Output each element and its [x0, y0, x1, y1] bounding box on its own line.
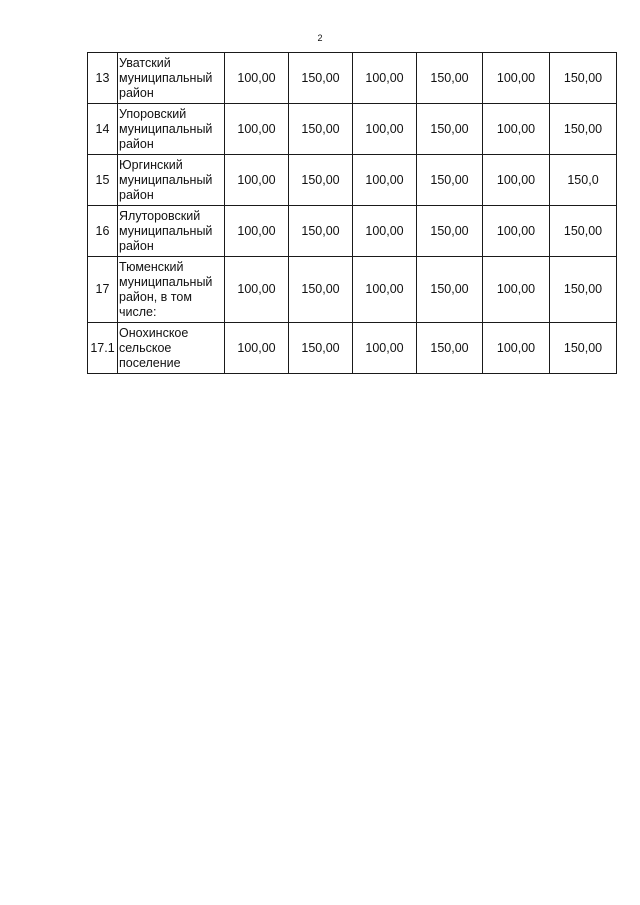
value-cell: 150,00 [289, 53, 353, 104]
value-cell: 100,00 [483, 104, 550, 155]
municipality-name [118, 206, 225, 257]
name-line: район [119, 238, 154, 253]
value-cell: 150,00 [550, 104, 617, 155]
value-cell: 100,00 [353, 257, 417, 323]
value-cell: 100,00 [483, 155, 550, 206]
value-cell: 100,00 [225, 323, 289, 374]
value-cell: 150,00 [289, 323, 353, 374]
table-row [88, 155, 617, 206]
name-line: район [119, 187, 154, 202]
value-cell: 100,00 [353, 206, 417, 257]
row-number: 13 [88, 53, 118, 104]
value-cell: 100,00 [225, 257, 289, 323]
table-row [88, 53, 617, 104]
name-line: муниципальный [119, 274, 213, 289]
name-line: Юргинский [119, 157, 183, 172]
row-number: 17.1 [88, 323, 118, 374]
municipality-name [118, 257, 225, 323]
value-cell: 100,00 [353, 53, 417, 104]
value-cell: 100,00 [483, 257, 550, 323]
value-cell: 150,00 [550, 257, 617, 323]
value-cell: 150,0 [550, 155, 617, 206]
table-row [88, 104, 617, 155]
value-cell: 150,00 [289, 104, 353, 155]
name-line: поселение [119, 355, 181, 370]
value-cell: 100,00 [353, 104, 417, 155]
value-cell: 100,00 [225, 104, 289, 155]
value-cell: 100,00 [353, 323, 417, 374]
name-line: числе: [119, 304, 157, 319]
name-line: сельское [119, 340, 172, 355]
table-row [88, 257, 617, 323]
row-number: 15 [88, 155, 118, 206]
value-cell: 150,00 [289, 206, 353, 257]
value-cell: 150,00 [417, 155, 483, 206]
name-line: район [119, 85, 154, 100]
page-number: 2 [317, 33, 323, 43]
value-cell: 100,00 [483, 53, 550, 104]
name-line: Онохинское [119, 325, 189, 340]
value-cell: 100,00 [353, 155, 417, 206]
name-line: муниципальный [119, 121, 213, 136]
municipality-name [118, 104, 225, 155]
name-line: муниципальный [119, 172, 213, 187]
value-cell: 150,00 [550, 323, 617, 374]
value-cell: 100,00 [483, 323, 550, 374]
municipality-name [118, 53, 225, 104]
name-line: муниципальный [119, 70, 213, 85]
name-line: Ялуторовский [119, 208, 201, 223]
table-row [88, 206, 617, 257]
name-line: Тюменский [119, 259, 184, 274]
name-line: Упоровский [119, 106, 187, 121]
row-number: 16 [88, 206, 118, 257]
table-row [88, 323, 617, 374]
value-cell: 150,00 [417, 257, 483, 323]
name-line: район, в том [119, 289, 192, 304]
value-cell: 150,00 [550, 206, 617, 257]
value-cell: 150,00 [289, 257, 353, 323]
row-number: 14 [88, 104, 118, 155]
name-line: муниципальный [119, 223, 213, 238]
value-cell: 150,00 [289, 155, 353, 206]
value-cell: 150,00 [417, 206, 483, 257]
value-cell: 150,00 [417, 104, 483, 155]
name-line: район [119, 136, 154, 151]
name-line: Уватский [119, 55, 171, 70]
row-number: 17 [88, 257, 118, 323]
value-cell: 100,00 [225, 53, 289, 104]
value-cell: 100,00 [225, 206, 289, 257]
municipality-name [118, 323, 225, 374]
value-cell: 100,00 [225, 155, 289, 206]
value-cell: 150,00 [417, 53, 483, 104]
value-cell: 150,00 [417, 323, 483, 374]
data-table [87, 52, 617, 374]
municipality-name [118, 155, 225, 206]
value-cell: 100,00 [483, 206, 550, 257]
value-cell: 150,00 [550, 53, 617, 104]
